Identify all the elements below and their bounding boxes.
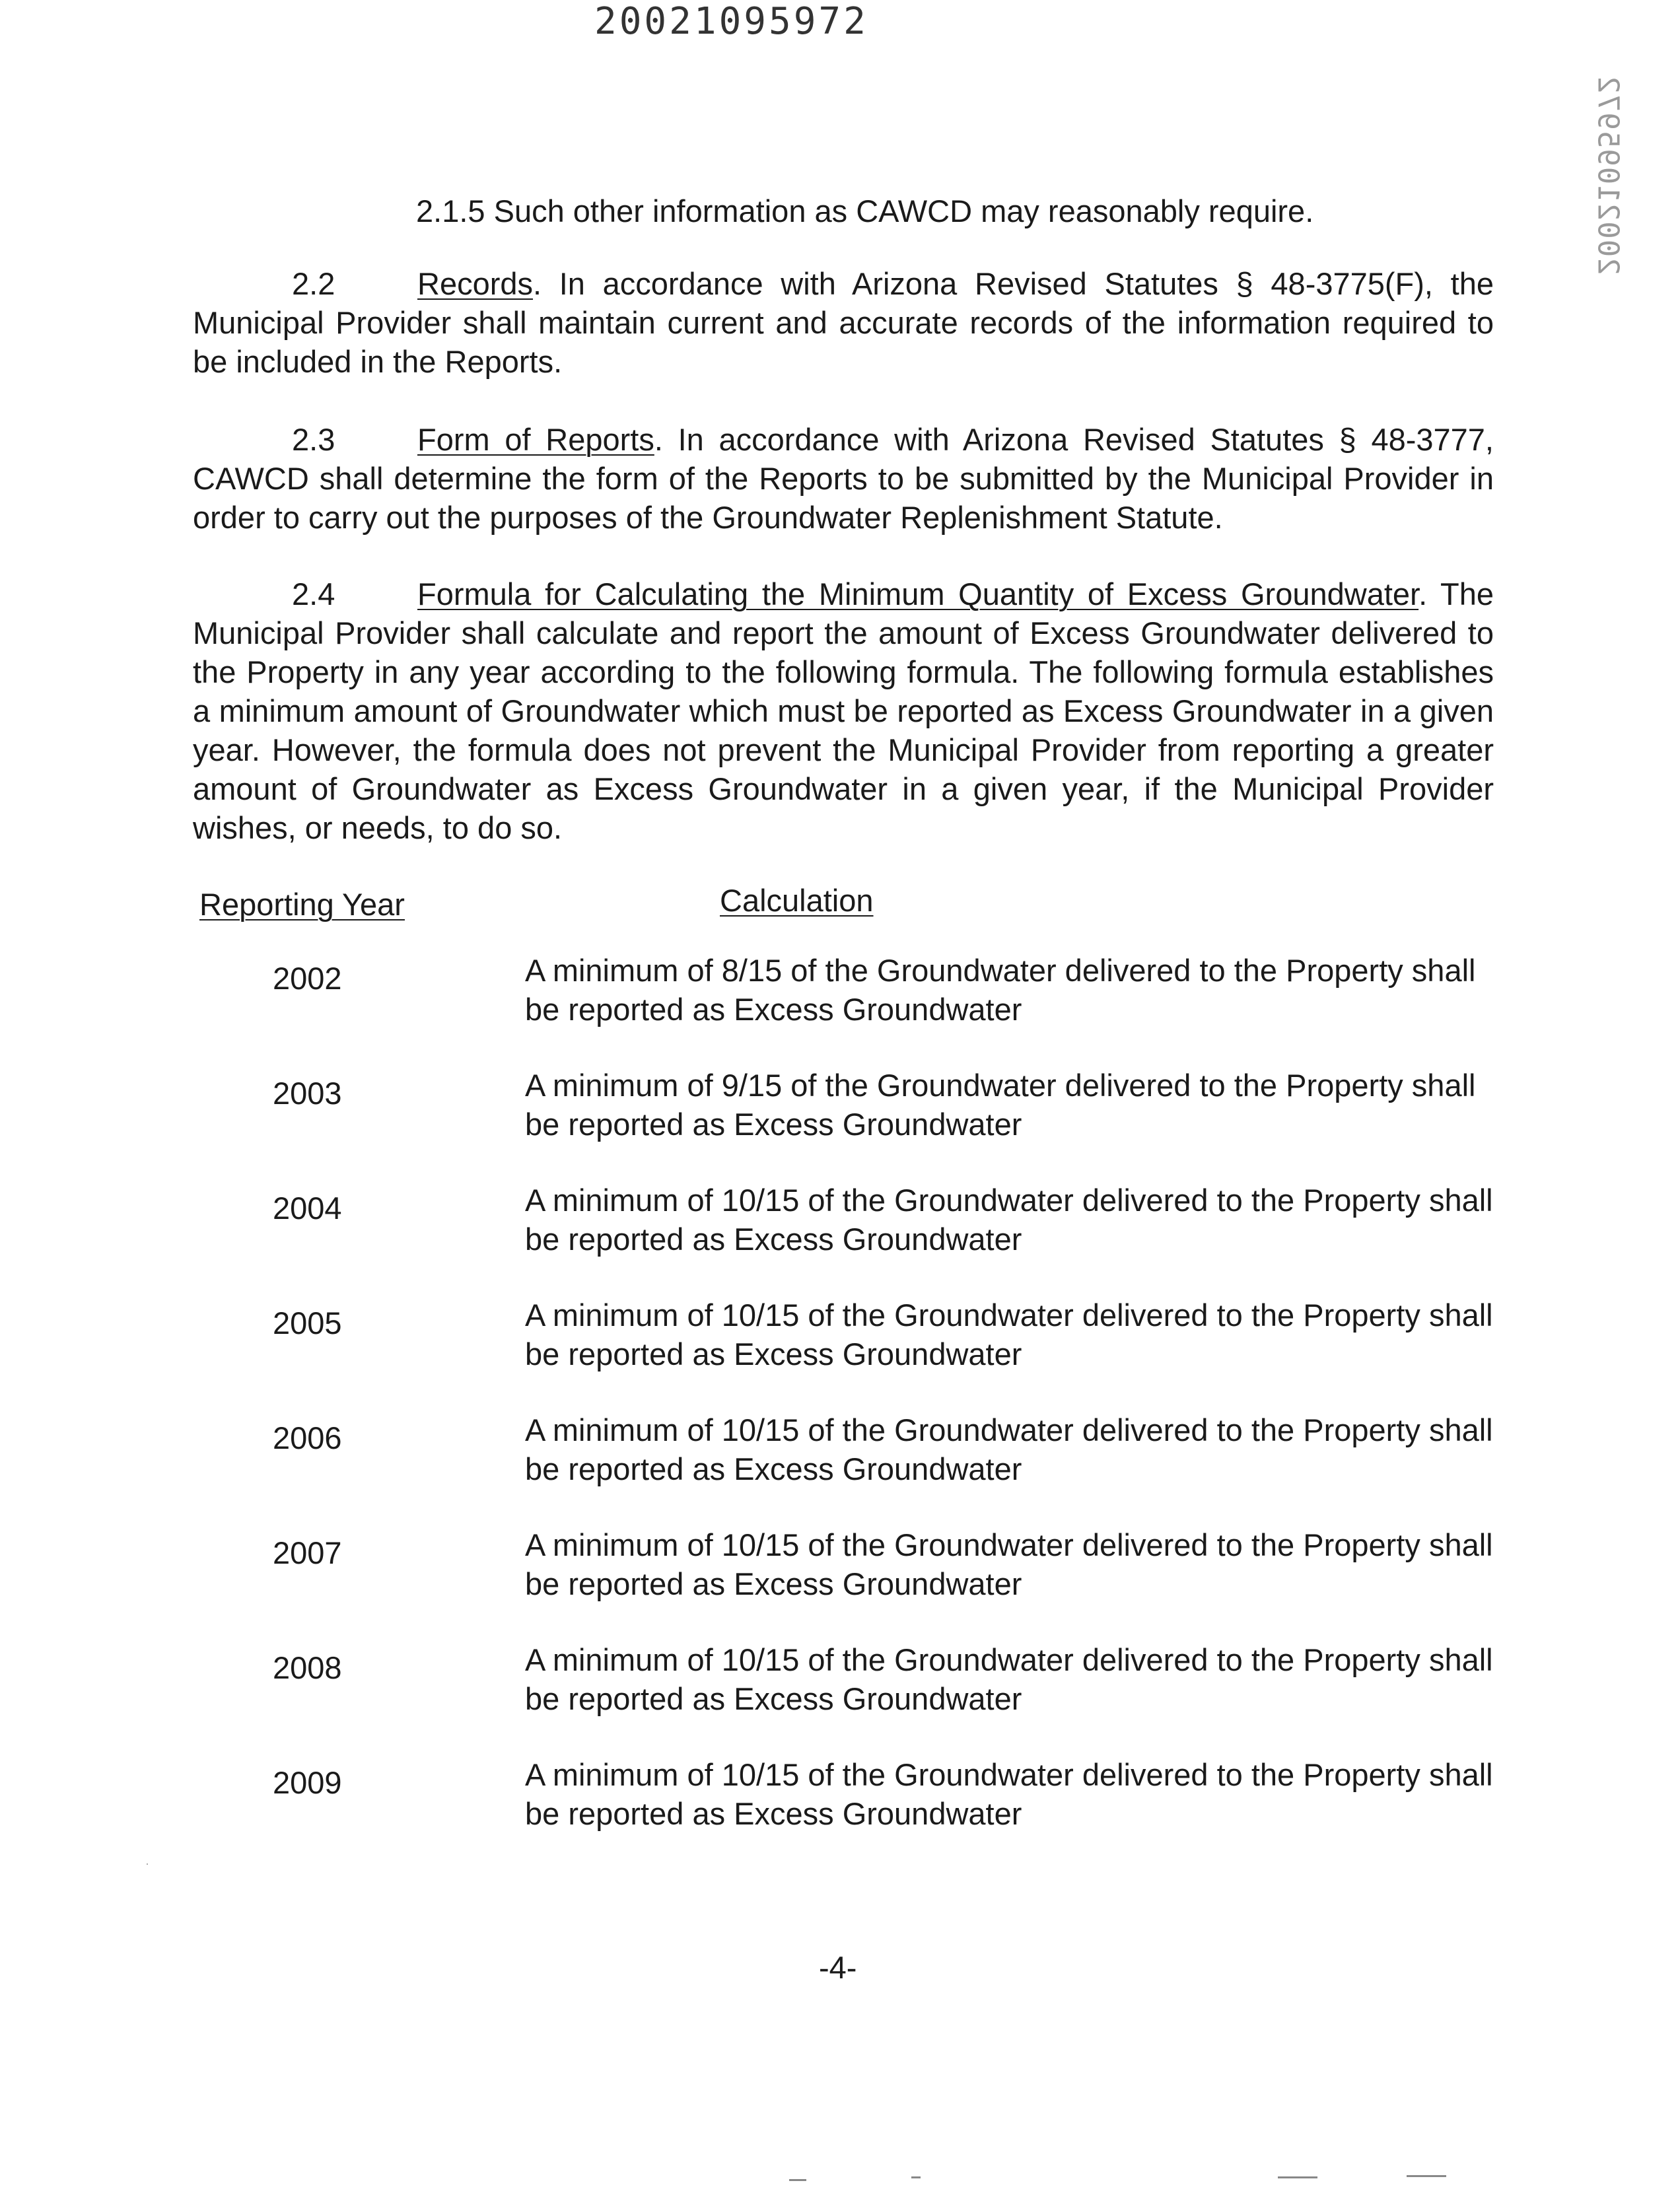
section-2-4-body: . The Municipal Provider shall calculate and report the amount of Excess Groundwater delivered to the Property in any year according to the following formula. The following formula establishes a minimum amount of Groundwater which must be reported as Excess Groundwater in a given year. However, the formula does not prevent the Municipal Provider from reporting a greater amount of Groundwater as Excess Groundwater in a given year, if the Municipal Provider wishes, or needs, to do so. [193, 576, 1494, 845]
side-stamp [1578, 69, 1638, 281]
row-calculation: A minimum of 10/15 of the Groundwater delivered to the Property shall be reported as Excess Groundwater [525, 1642, 1493, 1716]
section-2-2 [193, 264, 1494, 381]
scan-speck [147, 1863, 148, 1865]
row-year: 2007 [273, 1535, 342, 1570]
section-2-3-body: . In accordance with Arizona Revised Statutes § 48-3777, CAWCD shall determine the form of the Reports to be submitted by the Municipal Provider in order to carry out the purposes of the Groundwater Replenishment Statute. [193, 422, 1494, 535]
row-calculation: A minimum of 10/15 of the Groundwater delivered to the Property shall be reported as Excess Groundwater [525, 1298, 1493, 1371]
section-2-4 [193, 574, 1494, 847]
table-row [0, 1412, 1680, 1498]
section-2-2-body: . In accordance with Arizona Revised Statutes § 48-3775(F), the Municipal Provider shall maintain current and accurate records of the information required to be included in the Reports. [193, 266, 1494, 379]
section-2-2-title: Records [417, 266, 534, 301]
row-calculation: A minimum of 10/15 of the Groundwater delivered to the Property shall be reported as Excess Groundwater [525, 1412, 1493, 1486]
scan-mark [911, 2176, 921, 2178]
row-year: 2005 [273, 1305, 342, 1340]
row-year: 2003 [273, 1076, 342, 1111]
row-calculation: A minimum of 10/15 of the Groundwater delivered to the Property shall be reported as Excess Groundwater [525, 1527, 1493, 1601]
scan-mark [1278, 2176, 1317, 2178]
column-header-reporting-year: Reporting Year [199, 887, 405, 922]
row-calculation: A minimum of 8/15 of the Groundwater delivered to the Property shall be reported as Excess Groundwater [525, 953, 1476, 1027]
table-row [0, 1642, 1680, 1727]
row-year: 2002 [273, 961, 342, 996]
section-2-4-title: Formula for Calculating the Minimum Quantity of Excess Groundwater [417, 576, 1419, 611]
row-year: 2006 [273, 1420, 342, 1455]
section-2-4-number: 2.4 [292, 576, 335, 611]
section-2-3-title: Form of Reports [417, 422, 654, 457]
table-row [0, 1183, 1680, 1268]
scan-mark [789, 2179, 806, 2181]
page-number: -4- [819, 1950, 857, 1985]
scan-mark [1407, 2175, 1446, 2177]
table-row [0, 1527, 1680, 1613]
row-calculation: A minimum of 10/15 of the Groundwater delivered to the Property shall be reported as Excess Groundwater [525, 1183, 1493, 1257]
column-header-calculation: Calculation [720, 883, 874, 918]
section-2-2-number: 2.2 [292, 266, 335, 301]
section-2-3-number: 2.3 [292, 422, 335, 457]
row-year: 2009 [273, 1765, 342, 1800]
table-row [0, 953, 1680, 1038]
table-row [0, 1298, 1680, 1383]
row-calculation: A minimum of 9/15 of the Groundwater delivered to the Property shall be reported as Excess Groundwater [525, 1068, 1476, 1142]
table-row [0, 1068, 1680, 1153]
row-year: 2004 [273, 1191, 342, 1226]
side-stamp-text: 20021095972 [1591, 75, 1625, 275]
table-row [0, 1757, 1680, 1842]
row-year: 2008 [273, 1650, 342, 1685]
section-2-1-5: 2.1.5 Such other information as CAWCD may reasonably require. [416, 193, 1314, 228]
section-2-3 [193, 420, 1494, 537]
row-calculation: A minimum of 10/15 of the Groundwater delivered to the Property shall be reported as Excess Groundwater [525, 1757, 1493, 1831]
document-number: 20021095972 [594, 0, 868, 43]
